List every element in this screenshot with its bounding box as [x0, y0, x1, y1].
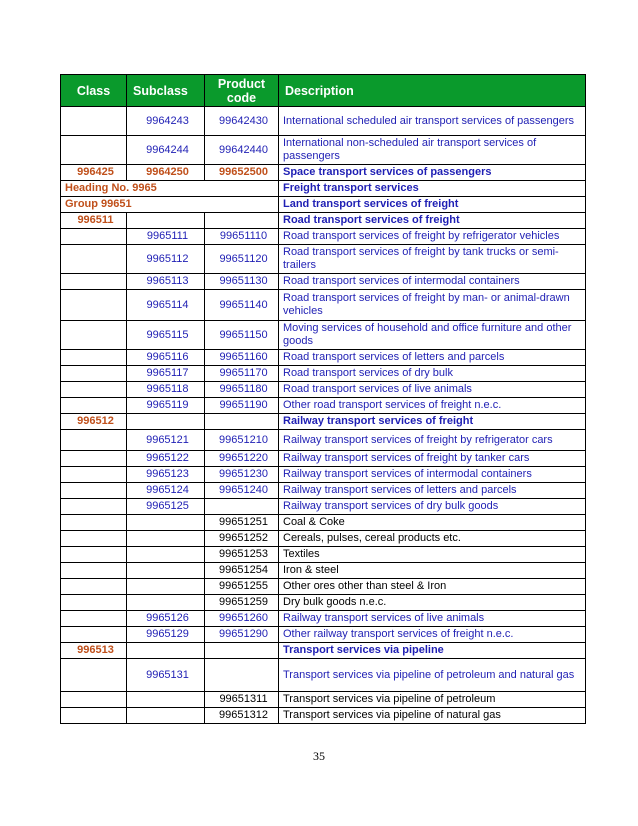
description-cell: Railway transport services of letters and parcels	[279, 483, 586, 499]
page-number: 35	[313, 749, 325, 763]
class-cell	[61, 708, 127, 724]
description-cell: Other ores other than steel & Iron	[279, 579, 586, 595]
class-cell	[61, 692, 127, 708]
subclass-cell: 9965114	[127, 290, 205, 321]
class-row	[61, 213, 586, 229]
class-cell	[61, 274, 127, 290]
table-row	[61, 611, 586, 627]
description-cell: Land transport services of freight	[279, 197, 586, 213]
subclass-cell: 9965131	[127, 659, 205, 692]
subclass-cell	[127, 708, 205, 724]
table-row	[61, 595, 586, 611]
product-code-cell: 99651240	[205, 483, 279, 499]
subclass-cell	[127, 692, 205, 708]
class-cell: 996425	[61, 165, 127, 181]
product-code-cell: 99651312	[205, 708, 279, 724]
table-row	[61, 467, 586, 483]
class-cell	[61, 563, 127, 579]
table-row	[61, 136, 586, 165]
subclass-cell	[127, 579, 205, 595]
product-code-cell	[205, 499, 279, 515]
table-row	[61, 451, 586, 467]
product-code-cell: 99651254	[205, 563, 279, 579]
subclass-cell: 9965118	[127, 382, 205, 398]
description-cell: Road transport services of live animals	[279, 382, 586, 398]
table-row	[61, 290, 586, 321]
table-row	[61, 659, 586, 692]
description-cell: Railway transport services of intermodal containers	[279, 467, 586, 483]
table-row	[61, 245, 586, 274]
class-cell	[61, 350, 127, 366]
subclass-cell	[127, 531, 205, 547]
table-row	[61, 627, 586, 643]
description-cell: Road transport services of intermodal containers	[279, 274, 586, 290]
description-cell: Freight transport services	[279, 181, 586, 197]
subclass-cell	[127, 563, 205, 579]
table-row	[61, 579, 586, 595]
product-code-cell: 99651120	[205, 245, 279, 274]
class-cell: 996512	[61, 414, 127, 430]
description-cell: Road transport services of freight by tank trucks or semi-trailers	[279, 245, 586, 274]
table-row	[61, 350, 586, 366]
product-code-cell: 99642440	[205, 136, 279, 165]
subclass-cell: 9965125	[127, 499, 205, 515]
subclass-cell: 9965113	[127, 274, 205, 290]
class-cell	[61, 366, 127, 382]
class-cell	[61, 107, 127, 136]
classification-table	[60, 74, 586, 724]
product-code-cell: 99652500	[205, 165, 279, 181]
class-cell: 996513	[61, 643, 127, 659]
subclass-cell: 9965119	[127, 398, 205, 414]
subclass-cell: 9965121	[127, 430, 205, 451]
table-row	[61, 165, 586, 181]
subclass-cell: 9965124	[127, 483, 205, 499]
subclass-cell: 9965122	[127, 451, 205, 467]
description-cell: Moving services of household and office furniture and other goods	[279, 321, 586, 350]
subclass-cell: 9965112	[127, 245, 205, 274]
class-cell	[61, 467, 127, 483]
description-cell: Road transport services of freight	[279, 213, 586, 229]
description-cell: International scheduled air transport services of passengers	[279, 107, 586, 136]
class-cell	[61, 659, 127, 692]
subclass-cell	[127, 515, 205, 531]
product-code-cell: 99651260	[205, 611, 279, 627]
product-code-cell: 99651150	[205, 321, 279, 350]
description-cell: Transport services via pipeline of petroleum and natural gas	[279, 659, 586, 692]
subclass-cell: 9965111	[127, 229, 205, 245]
table-row	[61, 547, 586, 563]
heading-row	[61, 181, 586, 197]
product-code-cell	[205, 213, 279, 229]
description-cell: International non-scheduled air transport services of passengers	[279, 136, 586, 165]
header-product-code: Product code	[205, 75, 279, 107]
subclass-cell: 9965126	[127, 611, 205, 627]
product-code-cell: 99651253	[205, 547, 279, 563]
class-cell: 996511	[61, 213, 127, 229]
class-cell	[61, 136, 127, 165]
table-row	[61, 531, 586, 547]
product-code-cell: 99651255	[205, 579, 279, 595]
description-cell: Railway transport services of live animals	[279, 611, 586, 627]
class-cell	[61, 451, 127, 467]
table-row	[61, 398, 586, 414]
description-cell: Space transport services of passengers	[279, 165, 586, 181]
product-code-cell: 99651140	[205, 290, 279, 321]
group-label: Group 99651	[61, 197, 279, 213]
table-row	[61, 274, 586, 290]
product-code-cell: 99651110	[205, 229, 279, 245]
product-code-cell: 99651311	[205, 692, 279, 708]
description-cell: Dry bulk goods n.e.c.	[279, 595, 586, 611]
description-cell: Railway transport services of freight	[279, 414, 586, 430]
class-row	[61, 643, 586, 659]
description-cell: Iron & steel	[279, 563, 586, 579]
table-row	[61, 430, 586, 451]
product-code-cell: 99651259	[205, 595, 279, 611]
subclass-cell: 9965117	[127, 366, 205, 382]
header-description: Description	[279, 75, 586, 107]
description-cell: Road transport services of freight by man- or animal-drawn vehicles	[279, 290, 586, 321]
table-row	[61, 321, 586, 350]
subclass-cell: 9964243	[127, 107, 205, 136]
subclass-cell	[127, 547, 205, 563]
class-cell	[61, 229, 127, 245]
class-cell	[61, 499, 127, 515]
product-code-cell	[205, 414, 279, 430]
table-header-row	[61, 75, 586, 107]
product-code-cell: 99651160	[205, 350, 279, 366]
product-code-cell: 99642430	[205, 107, 279, 136]
subclass-cell: 9965129	[127, 627, 205, 643]
description-cell: Cereals, pulses, cereal products etc.	[279, 531, 586, 547]
table-row	[61, 515, 586, 531]
product-code-cell: 99651252	[205, 531, 279, 547]
table-row	[61, 708, 586, 724]
class-cell	[61, 290, 127, 321]
class-cell	[61, 627, 127, 643]
table-row	[61, 692, 586, 708]
description-cell: Railway transport services of freight by tanker cars	[279, 451, 586, 467]
description-cell: Other road transport services of freight n.e.c.	[279, 398, 586, 414]
class-cell	[61, 321, 127, 350]
class-cell	[61, 595, 127, 611]
class-cell	[61, 245, 127, 274]
description-cell: Other railway transport services of freight n.e.c.	[279, 627, 586, 643]
table-row	[61, 382, 586, 398]
class-cell	[61, 579, 127, 595]
description-cell: Transport services via pipeline of natural gas	[279, 708, 586, 724]
description-cell: Road transport services of letters and parcels	[279, 350, 586, 366]
table-row	[61, 499, 586, 515]
product-code-cell	[205, 643, 279, 659]
table-row	[61, 563, 586, 579]
subclass-cell: 9965123	[127, 467, 205, 483]
class-cell	[61, 547, 127, 563]
product-code-cell: 99651251	[205, 515, 279, 531]
table-row	[61, 229, 586, 245]
subclass-cell: 9964250	[127, 165, 205, 181]
header-class: Class	[61, 75, 127, 107]
description-cell: Transport services via pipeline	[279, 643, 586, 659]
class-cell	[61, 382, 127, 398]
subclass-cell	[127, 414, 205, 430]
group-row	[61, 197, 586, 213]
class-cell	[61, 611, 127, 627]
subclass-cell: 9965116	[127, 350, 205, 366]
description-cell: Road transport services of freight by refrigerator vehicles	[279, 229, 586, 245]
description-cell: Textiles	[279, 547, 586, 563]
table-row	[61, 107, 586, 136]
product-code-cell: 99651130	[205, 274, 279, 290]
class-row	[61, 414, 586, 430]
description-cell: Coal & Coke	[279, 515, 586, 531]
product-code-cell: 99651220	[205, 451, 279, 467]
subclass-cell: 9965115	[127, 321, 205, 350]
description-cell: Transport services via pipeline of petroleum	[279, 692, 586, 708]
class-cell	[61, 515, 127, 531]
header-subclass: Subclass	[127, 75, 205, 107]
subclass-cell	[127, 643, 205, 659]
subclass-cell: 9964244	[127, 136, 205, 165]
description-cell: Road transport services of dry bulk	[279, 366, 586, 382]
subclass-cell	[127, 213, 205, 229]
product-code-cell: 99651170	[205, 366, 279, 382]
class-cell	[61, 430, 127, 451]
product-code-cell: 99651210	[205, 430, 279, 451]
table-row	[61, 483, 586, 499]
product-code-cell: 99651230	[205, 467, 279, 483]
product-code-cell: 99651290	[205, 627, 279, 643]
heading-label: Heading No. 9965	[61, 181, 279, 197]
description-cell: Railway transport services of freight by refrigerator cars	[279, 430, 586, 451]
subclass-cell	[127, 595, 205, 611]
class-cell	[61, 483, 127, 499]
product-code-cell: 99651190	[205, 398, 279, 414]
class-cell	[61, 398, 127, 414]
product-code-cell	[205, 659, 279, 692]
class-cell	[61, 531, 127, 547]
product-code-cell: 99651180	[205, 382, 279, 398]
table-row	[61, 366, 586, 382]
description-cell: Railway transport services of dry bulk goods	[279, 499, 586, 515]
